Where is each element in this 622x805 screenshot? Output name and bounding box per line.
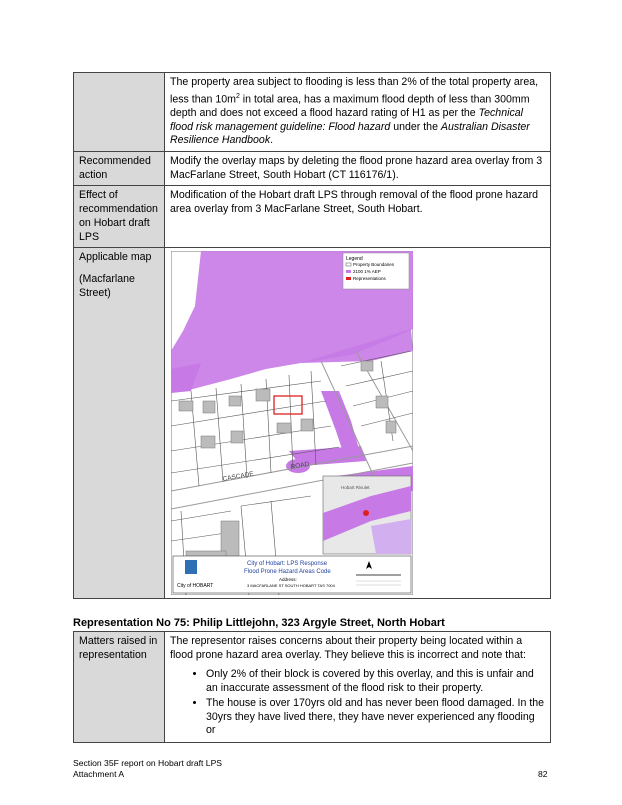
row-text: Modify the overlay maps by deleting the flood prone hazard area overlay from 3 MacFarlane Street, South Hobart (CT 116176/1). bbox=[165, 152, 551, 186]
table-row bbox=[74, 152, 551, 186]
page-number: 82 bbox=[538, 769, 548, 779]
list-item: • The house is over 170yrs old and has never been flood damaged. In the 30yrs they have lived there, they have never experienced any flooding or bbox=[206, 697, 545, 738]
street-label: ROAD bbox=[290, 461, 310, 472]
superscript: 2 bbox=[235, 92, 240, 100]
representation-table bbox=[73, 631, 551, 743]
table-row bbox=[74, 186, 551, 248]
table-row bbox=[74, 632, 551, 743]
row-label: Matters raised in representation bbox=[74, 632, 165, 743]
row-label bbox=[74, 248, 165, 599]
list-item: • Only 2% of their block is covered by this overlay, and this is unfair and an inaccurate assessment of the flood risk to their property. bbox=[206, 668, 545, 695]
representation-heading: Representation No 75: Philip Littlejohn, 323 Argyle Street, North Hobart bbox=[73, 617, 445, 629]
logo-text: City of HOBART bbox=[177, 583, 214, 590]
text-part: . bbox=[270, 134, 274, 147]
row-text bbox=[165, 73, 551, 152]
row-text bbox=[165, 632, 551, 743]
assessment-table bbox=[73, 72, 551, 599]
legend-title: Legend bbox=[346, 256, 363, 263]
street-label: CASCADE bbox=[222, 470, 255, 484]
table-row bbox=[74, 73, 551, 152]
intro-text: The representor raises concerns about their property being located within a flood prone hazard area overlay. They believe this is incorrect and note that: bbox=[170, 635, 526, 661]
legend-item: Property Boundaries bbox=[353, 262, 395, 268]
row-label: Recommended action bbox=[74, 152, 165, 186]
map-sublabel: (Macfarlane Street) bbox=[79, 272, 135, 299]
text-part: The property area subject to flooding is less than 2% of the total property area, less than 10m bbox=[170, 76, 539, 106]
flood-map bbox=[171, 251, 413, 595]
map-cell bbox=[165, 248, 551, 599]
table-row bbox=[74, 248, 551, 599]
legend-item: Representations bbox=[353, 276, 386, 282]
italic-title: Australian Disaster Resilience Handbook bbox=[170, 120, 530, 147]
logo-mark bbox=[185, 560, 197, 574]
address-label: Address: bbox=[279, 577, 297, 583]
page-footer bbox=[73, 758, 222, 780]
address-text: 3 MACFARLANE ST SOUTH HOBART TAS 7004 bbox=[247, 583, 335, 589]
map-title: City of Hobart: LPS Response bbox=[247, 561, 328, 568]
row-text: Modification of the Hobart draft LPS through removal of the flood prone hazard area overlay from 3 MacFarlane Street, South Hobart. bbox=[165, 186, 551, 248]
italic-title: Technical flood risk management guideline: Flood hazard bbox=[170, 106, 523, 133]
row-label bbox=[74, 73, 165, 152]
text-part: in total area, has a maximum flood depth of less than 300mm depth and does not exceed a flood hazard rating of H1 as per the bbox=[170, 93, 530, 119]
inset-label: Hobart Rivulet bbox=[341, 485, 370, 491]
map-label: Applicable map bbox=[79, 251, 152, 264]
legend-item: 2100 1% AEP bbox=[353, 269, 381, 275]
map-title: Flood Prone Hazard Areas Code bbox=[244, 569, 331, 576]
location-marker bbox=[363, 510, 369, 516]
concerns-list bbox=[170, 668, 545, 738]
footer-line: Section 35F report on Hobart draft LPS bbox=[73, 758, 223, 768]
footer-line: Attachment A bbox=[73, 769, 125, 779]
row-label: Effect of recommendation on Hobart draft LPS bbox=[74, 186, 165, 248]
text-part: under the bbox=[390, 120, 441, 133]
